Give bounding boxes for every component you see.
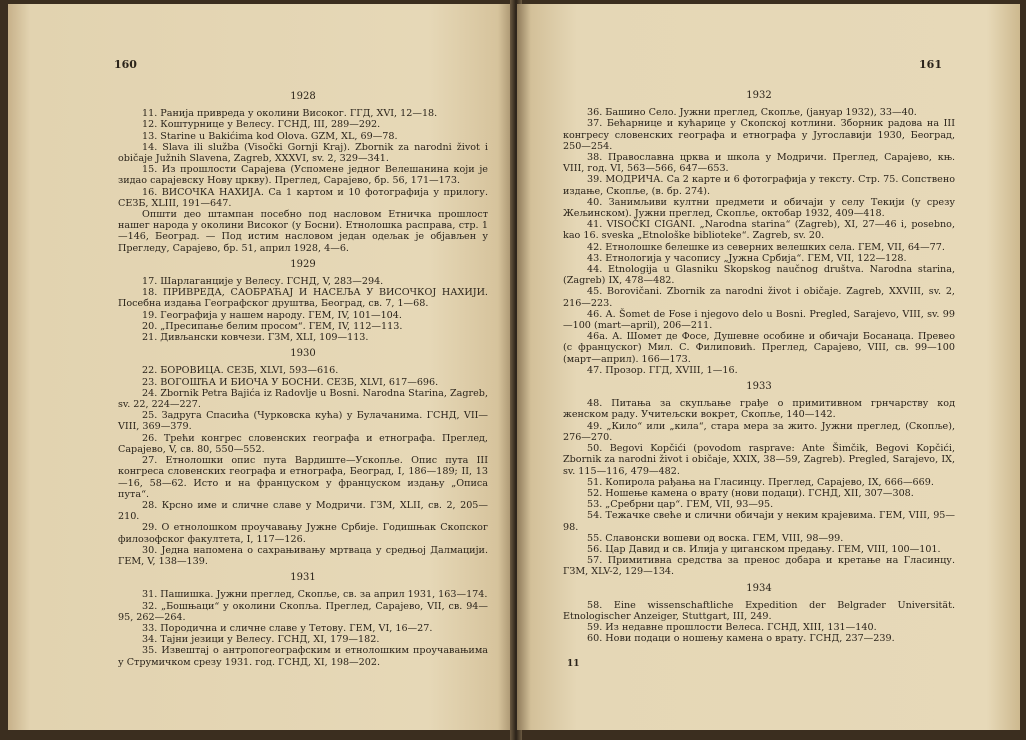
year-heading: 1929 bbox=[290, 258, 316, 270]
bibliography-entry: 18. ПРИВРЕДА, САОБРАЋАЈ И НАСЕЉА У ВИСОЧКОЈ НАХИЈИ. Посебна издања Географског друштва, Београд, св. 7, 1—68. bbox=[118, 287, 488, 310]
right-page-content bbox=[563, 85, 955, 645]
bibliography-entry: Општи део штампан посебно под насловом Етничка прошлост нашег народа у околини Високог (у Босни). Етнолошка расправа, стр. 1—146, Београд. — Под истим насловом један одељак је објављен у Прегледу, Сарајево, бр. 51, април 1928, 4—6. bbox=[118, 209, 488, 254]
bibliography-entry: 57. Примитивна средства за пренос добара и кретање на Гласинцу. ГЗМ, XLV-2, 129—134. bbox=[563, 555, 955, 578]
bibliography-entry: 58. Eine wissenschaftliche Expedition der Belgrader Universität. Etnologischer Anzeiger, Stuttgart, III, 249. bbox=[563, 599, 955, 622]
bibliography-entry: 54. Тежачке свеће и слични обичаји у неким крајевима. ГЕМ, VIII, 95—98. bbox=[563, 510, 955, 533]
bibliography-entry: 28. Крсно име и сличне славе у Модричи. ГЗМ, XLII, св. 2, 205—210. bbox=[118, 499, 488, 523]
bibliography-entry: 60. Нови подаци о ношењу камена о врату. ГСНД, 237—239. bbox=[587, 633, 895, 645]
bibliography-entry: 50. Begovi Kopčići (povodom rasprave: Ante Šimčik, Begovi Kopčići, Zbornik za narodni život i običaje, XXIX, 38—59, Zagreb). Pregled, Sarajevo, IX, sv. 115—116, 479—482. bbox=[563, 443, 955, 477]
bibliography-entry: 47. Прозор. ГГД, XVIII, 1—16. bbox=[587, 364, 738, 376]
bibliography-entry: 25. Задруга Спасића (Чурковска кућа) у Булачанима. ГСНД, VII—VIII, 369—379. bbox=[118, 410, 488, 433]
bibliography-entry: 24. Zbornik Petra Bajića iz Radovlje u Bosni. Narodna Starina, Zagreb, sv. 22, 224—227. bbox=[118, 387, 488, 411]
bibliography-entry: 45. Borovičani. Zbornik za narodni život i običaje. Zagreb, XXVIII, sv. 2, 216—223. bbox=[563, 286, 955, 309]
bibliography-entry: 19. Географија у нашем народу. ГЕМ, IV, 101—104. bbox=[142, 309, 402, 321]
year-heading: 1932 bbox=[746, 90, 772, 101]
bibliography-entry: 37. Бећарнице и кућарице у Скопској котлини. Зборник радова на III конгресу словенских географа и етнографа у Југославији 1930, Београд, 250—254. bbox=[563, 118, 955, 152]
bibliography-entry: 33. Породична и сличне славе у Тетову. ГЕМ, VI, 16—27. bbox=[142, 622, 433, 634]
page-number-right: 161 bbox=[919, 58, 942, 71]
bibliography-entry: 32. „Бошњаци“ у околини Скопља. Преглед, Сарајево, VII, св. 94—95, 262—264. bbox=[118, 600, 488, 623]
bibliography-entry: 15. Из прошлости Сарајева (Успомене једног Велешанина који је зидао сарајевску Нову цркву). Преглед, Сарајево, бр. 56, 171—173. bbox=[118, 164, 488, 187]
year-heading: 1928 bbox=[290, 91, 316, 102]
year-heading: 1934 bbox=[746, 582, 772, 594]
left-page bbox=[8, 4, 515, 730]
bibliography-entry: 40. Занимљиви култни предмети и обичаји у селу Текији (у срезу Жељинском). Јужни преглед, Скопље, октобар 1932, 409—418. bbox=[563, 196, 955, 220]
bibliography-entry: 51. Копирола рађања на Гласинцу. Преглед, Сарајево, IX, 666—669. bbox=[587, 476, 934, 488]
bibliography-entry: 36. Башино Село. Јужни преглед, Скопље, (јануар 1932), 33—40. bbox=[587, 107, 917, 119]
bibliography-entry: 16. ВИСОЧКА НАХИЈА. Са 1 картом и 10 фотографија у прилогу. СЕЗБ, XLIII, 191—647. bbox=[118, 186, 488, 209]
bibliography-entry: 39. МОДРИЧА. Са 2 карте и 6 фотографија у тексту. Стр. 75. Сопствено издање, Скопље, (в. бр. 274). bbox=[563, 174, 955, 197]
bibliography-entry: 43. Етнологија у часопису „Јужна Србија“. ГЕМ, VII, 122—128. bbox=[587, 252, 907, 264]
right-page bbox=[517, 4, 1020, 730]
bibliography-entry: 21. Дивљански ковчези. ГЗМ, XLI, 109—113. bbox=[142, 332, 369, 344]
signature-mark: 11 bbox=[567, 659, 580, 669]
bibliography-entry: 34. Тајни језици у Велесу. ГСНД, XI, 179—182. bbox=[142, 634, 380, 646]
bibliography-entry: 13. Starine u Bakićima kod Olova. GZM, XL, 69—78. bbox=[142, 130, 398, 142]
bibliography-entry: 46. A. Šomet de Fose i njegovo delo u Bosni. Pregled, Sarajevo, VIII, sv. 99—100 (mart—april), 206—211. bbox=[563, 308, 955, 332]
year-heading: 1930 bbox=[290, 348, 316, 360]
bibliography-entry: 27. Етнолошки опис пута Вардиште—Ускопље. Опис пута III конгреса словенских географа и етнографа, Београд, I, 186—189; II, 13—16, 58—62. Исто и на француском у француском издању „Описа пута“. bbox=[118, 455, 488, 500]
bibliography-entry: 48. Питања за скупљање грађе о примитивном грнчарству код женском раду. Учитељски вокрет, Скопље, 140—142. bbox=[563, 398, 955, 421]
bibliography-entry: 30. Једна напомена о сахрањивању мртваца у средњој Далмацији. ГЕМ, V, 138—139. bbox=[118, 544, 488, 567]
bibliography-entry: 20. „Пресипање белим просом“. ГЕМ, IV, 112—113. bbox=[142, 320, 403, 332]
bibliography-entry: 14. Slava ili služba (Visočki Gornji Kraj). Zbornik za narodni život i običaje Južnih Slavena, Zagreb, XXXVI, sv. 2, 329—341. bbox=[118, 141, 488, 165]
bibliography-entry: 29. О етнолошком проучавању Јужне Србије. Годишњак Скопског филозофског факултета, I, 117—126. bbox=[118, 522, 488, 545]
bibliography-entry: 35. Извештај о антропогеографским и етнолошким проучавањима у Струмичком срезу 1931. год. ГСНД, XI, 198—202. bbox=[118, 645, 488, 668]
year-heading: 1933 bbox=[746, 381, 772, 393]
bibliography-entry: 44. Etnologija u Glasniku Skopskog naučnog društva. Narodna starina, (Zagreb) IX, 478—482. bbox=[563, 264, 955, 287]
page-number-left: 160 bbox=[114, 58, 137, 71]
bibliography-entry: 52. Ношење камена о врату (нови подаци). ГСНД, XII, 307—308. bbox=[587, 487, 914, 499]
bibliography-entry: 42. Етнолошке белешке из северних велешких села. ГЕМ, VII, 64—77. bbox=[587, 241, 945, 253]
bibliography-entry: 38. Православна црква и школа у Модричи. Преглед, Сарајево, књ. VIII, год. VI, 563—566, 647—653. bbox=[563, 152, 955, 175]
bibliography-entry: 56. Цар Давид и св. Илија у циганском предању. ГЕМ, VIII, 100—101. bbox=[587, 543, 941, 555]
bibliography-entry: 46а. А. Шомет де Фосе, Душевне особине и обичаји Босанаца. Превео (с француског) Мил. С. Филиповић. Преглед, Сарајево, VIII, св. 99—100 (март—април). 166—173. bbox=[563, 331, 955, 365]
year-heading: 1931 bbox=[290, 572, 316, 584]
bibliography-entry: 59. Из недавне прошлости Велеса. ГСНД, XIII, 131—140. bbox=[587, 622, 877, 634]
bibliography-entry: 26. Трећи конгрес словенских географа и етнографа. Преглед, Сарајево, V, св. 80, 550—552. bbox=[118, 432, 488, 455]
bibliography-entry: 53. „Сребрни цар“. ГЕМ, VII, 93—95. bbox=[587, 499, 774, 511]
left-page-content bbox=[118, 86, 488, 668]
bibliography-entry: 49. „Кило“ или „кила“, стара мера за жито. Јужни преглед, (Скопље), 276—270. bbox=[563, 420, 955, 443]
bibliography-entry: 17. Шарлаганције у Велесу. ГСНД, V, 283—294. bbox=[142, 276, 384, 288]
bibliography-entry: 22. БОРОВИЦА. СЕЗБ, XLVI, 593—616. bbox=[142, 365, 339, 377]
bibliography-entry: 41. VISOČKI CIGANI. „Narodna starina“ (Zagreb), XI, 27—46 i, posebno, kao 16. sveska „Etnološke biblioteke“. Zagreb, sv. 20. bbox=[563, 219, 955, 242]
bibliography-entry: 12. Коштурнице у Велесу. ГСНД, III, 289—292. bbox=[142, 119, 381, 131]
bibliography-entry: 11. Ранија привреда у околини Високог. ГГД, XVI, 12—18. bbox=[142, 108, 438, 120]
bibliography-entry: 31. Пашишка. Јужни преглед, Скопље, св. за април 1931, 163—174. bbox=[142, 589, 488, 601]
bibliography-entry: 55. Славонски вошеви од воска. ГЕМ, VIII, 98—99. bbox=[587, 532, 844, 544]
bibliography-entry: 23. ВОГОШЋА И БИОЧА У БОСНИ. СЕЗБ, XLVI, 617—696. bbox=[142, 376, 439, 388]
